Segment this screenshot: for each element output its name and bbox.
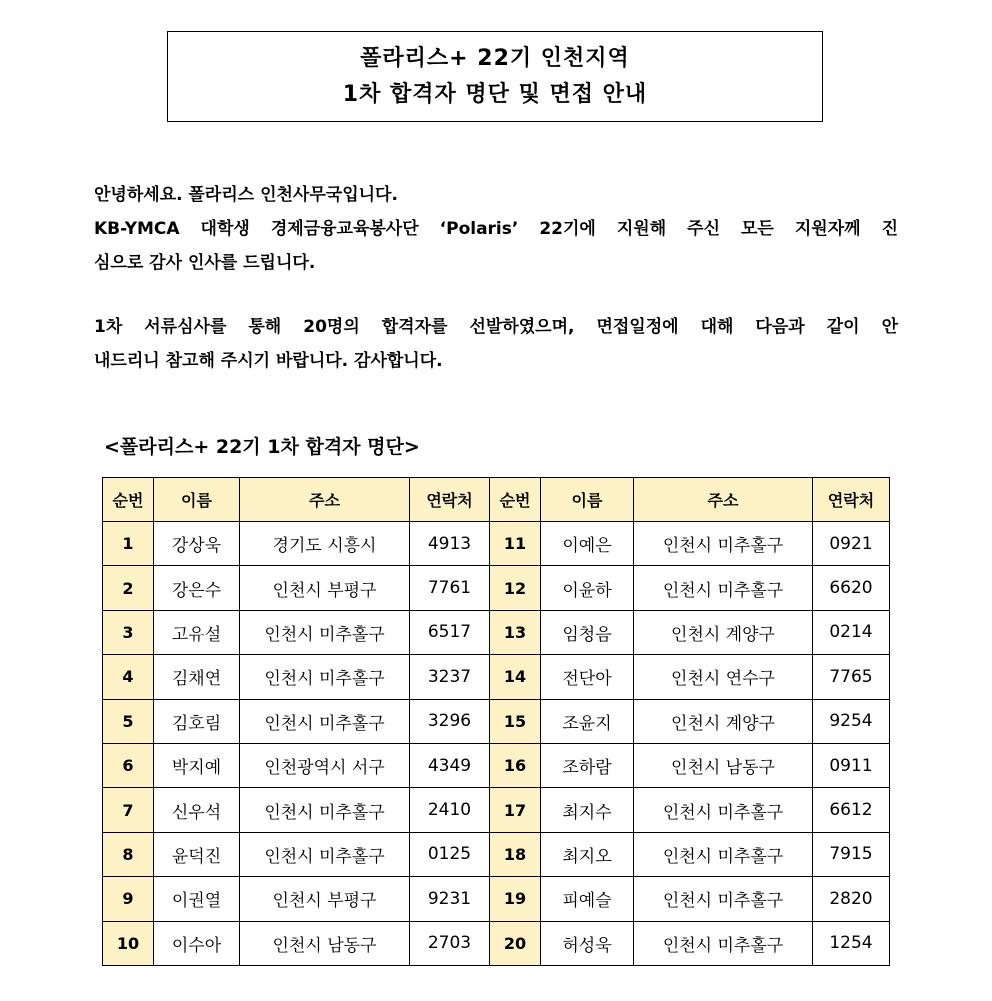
cell-contact-right: 0214 bbox=[813, 610, 890, 654]
header-no-right: 순번 bbox=[490, 478, 541, 522]
header-contact-left: 연락처 bbox=[410, 478, 490, 522]
cell-address-left: 인천시 미추홀구 bbox=[240, 610, 410, 654]
header-address-right: 주소 bbox=[634, 478, 813, 522]
cell-contact-left: 2410 bbox=[410, 788, 490, 832]
title-line-1: 폴라리스+ 22기 인천지역 bbox=[360, 45, 630, 71]
cell-name-left: 고유설 bbox=[154, 610, 240, 654]
cell-address-left: 인천시 미추홀구 bbox=[240, 699, 410, 743]
table-row bbox=[103, 921, 890, 965]
cell-address-right: 인천시 미추홀구 bbox=[634, 921, 813, 965]
header-contact-right: 연락처 bbox=[813, 478, 890, 522]
cell-name-right: 임청음 bbox=[541, 610, 634, 654]
cell-name-right: 최지수 bbox=[541, 788, 634, 832]
cell-address-right: 인천시 미추홀구 bbox=[634, 832, 813, 876]
cell-address-left: 인천광역시 서구 bbox=[240, 743, 410, 787]
cell-contact-right: 9254 bbox=[813, 699, 890, 743]
cell-contact-right: 1254 bbox=[813, 921, 890, 965]
cell-address-right: 인천시 남동구 bbox=[634, 743, 813, 787]
cell-name-right: 허성욱 bbox=[541, 921, 634, 965]
cell-no-right: 13 bbox=[490, 610, 541, 654]
cell-name-left: 박지예 bbox=[154, 743, 240, 787]
cell-no-right: 18 bbox=[490, 832, 541, 876]
cell-no-left: 1 bbox=[103, 522, 154, 566]
cell-name-left: 이권열 bbox=[154, 877, 240, 921]
cell-no-right: 15 bbox=[490, 699, 541, 743]
header-name-right: 이름 bbox=[541, 478, 634, 522]
cell-name-right: 조하람 bbox=[541, 743, 634, 787]
cell-name-left: 김채연 bbox=[154, 655, 240, 699]
cell-no-left: 2 bbox=[103, 566, 154, 610]
cell-address-left: 인천시 미추홀구 bbox=[240, 655, 410, 699]
cell-name-right: 이윤하 bbox=[541, 566, 634, 610]
cell-contact-right: 0911 bbox=[813, 743, 890, 787]
cell-no-right: 16 bbox=[490, 743, 541, 787]
cell-no-left: 7 bbox=[103, 788, 154, 832]
intro-greeting: 안녕하세요. 폴라리스 인천사무국입니다. bbox=[94, 185, 398, 205]
notice-line-2: 내드리니 참고해 주시기 바랍니다. 감사합니다. bbox=[94, 351, 443, 371]
cell-name-left: 이수아 bbox=[154, 921, 240, 965]
header-no-left: 순번 bbox=[103, 478, 154, 522]
cell-contact-left: 6517 bbox=[410, 610, 490, 654]
cell-no-left: 6 bbox=[103, 743, 154, 787]
cell-address-left: 인천시 남동구 bbox=[240, 921, 410, 965]
cell-address-left: 인천시 미추홀구 bbox=[240, 832, 410, 876]
cell-contact-right: 7915 bbox=[813, 832, 890, 876]
cell-name-right: 최지오 bbox=[541, 832, 634, 876]
table-row bbox=[103, 655, 890, 699]
cell-no-left: 3 bbox=[103, 610, 154, 654]
cell-name-left: 강상욱 bbox=[154, 522, 240, 566]
notice-line-1: 1차 서류심사를 통해 20명의 합격자를 선발하였으며, 면접일정에 대해 다음과 같이 안 bbox=[94, 317, 898, 337]
cell-address-right: 인천시 미추홀구 bbox=[634, 566, 813, 610]
intro-thanks-line-1: KB-YMCA 대학생 경제금융교육봉사단 ‘Polaris’ 22기에 지원해 주신 모든 지원자께 진 bbox=[94, 219, 898, 239]
cell-contact-left: 3296 bbox=[410, 699, 490, 743]
cell-address-left: 인천시 미추홀구 bbox=[240, 788, 410, 832]
cell-contact-left: 4349 bbox=[410, 743, 490, 787]
cell-address-left: 인천시 부평구 bbox=[240, 877, 410, 921]
cell-address-right: 인천시 미추홀구 bbox=[634, 788, 813, 832]
cell-no-left: 9 bbox=[103, 877, 154, 921]
cell-contact-left: 3237 bbox=[410, 655, 490, 699]
cell-name-right: 조윤지 bbox=[541, 699, 634, 743]
intro-thanks-line-2: 심으로 감사 인사를 드립니다. bbox=[94, 253, 316, 273]
cell-no-right: 14 bbox=[490, 655, 541, 699]
table-row bbox=[103, 699, 890, 743]
header-address-left: 주소 bbox=[240, 478, 410, 522]
cell-contact-right: 2820 bbox=[813, 877, 890, 921]
cell-contact-right: 6620 bbox=[813, 566, 890, 610]
cell-name-left: 강은수 bbox=[154, 566, 240, 610]
cell-name-right: 전단아 bbox=[541, 655, 634, 699]
table-body bbox=[103, 522, 890, 966]
cell-name-right: 피예슬 bbox=[541, 877, 634, 921]
table-row bbox=[103, 788, 890, 832]
table-row bbox=[103, 522, 890, 566]
cell-no-left: 4 bbox=[103, 655, 154, 699]
cell-contact-left: 2703 bbox=[410, 921, 490, 965]
cell-no-left: 5 bbox=[103, 699, 154, 743]
cell-address-left: 경기도 시흥시 bbox=[240, 522, 410, 566]
table-row bbox=[103, 877, 890, 921]
cell-contact-left: 4913 bbox=[410, 522, 490, 566]
cell-contact-left: 9231 bbox=[410, 877, 490, 921]
table-header-row bbox=[103, 478, 890, 522]
cell-name-right: 이예은 bbox=[541, 522, 634, 566]
cell-no-left: 10 bbox=[103, 921, 154, 965]
table-row bbox=[103, 610, 890, 654]
table-row bbox=[103, 566, 890, 610]
cell-contact-right: 7765 bbox=[813, 655, 890, 699]
cell-address-right: 인천시 계양구 bbox=[634, 699, 813, 743]
cell-address-left: 인천시 부평구 bbox=[240, 566, 410, 610]
notice-paragraph bbox=[94, 310, 898, 378]
cell-address-right: 인천시 계양구 bbox=[634, 610, 813, 654]
cell-no-right: 17 bbox=[490, 788, 541, 832]
title-box bbox=[167, 31, 823, 122]
applicant-table bbox=[102, 477, 890, 966]
title-line-2: 1차 합격자 명단 및 면접 안내 bbox=[342, 81, 648, 107]
cell-address-right: 인천시 미추홀구 bbox=[634, 522, 813, 566]
cell-address-right: 인천시 연수구 bbox=[634, 655, 813, 699]
cell-contact-left: 7761 bbox=[410, 566, 490, 610]
cell-name-left: 신우석 bbox=[154, 788, 240, 832]
cell-name-left: 김호림 bbox=[154, 699, 240, 743]
cell-contact-right: 0921 bbox=[813, 522, 890, 566]
cell-no-right: 11 bbox=[490, 522, 541, 566]
table-caption: <폴라리스+ 22기 1차 합격자 명단> bbox=[104, 436, 420, 458]
cell-no-right: 20 bbox=[490, 921, 541, 965]
table-row bbox=[103, 743, 890, 787]
cell-contact-right: 6612 bbox=[813, 788, 890, 832]
cell-contact-left: 0125 bbox=[410, 832, 490, 876]
header-name-left: 이름 bbox=[154, 478, 240, 522]
cell-no-left: 8 bbox=[103, 832, 154, 876]
cell-name-left: 윤덕진 bbox=[154, 832, 240, 876]
cell-no-right: 12 bbox=[490, 566, 541, 610]
intro-paragraph bbox=[94, 178, 898, 280]
cell-no-right: 19 bbox=[490, 877, 541, 921]
cell-address-right: 인천시 미추홀구 bbox=[634, 877, 813, 921]
table-row bbox=[103, 832, 890, 876]
